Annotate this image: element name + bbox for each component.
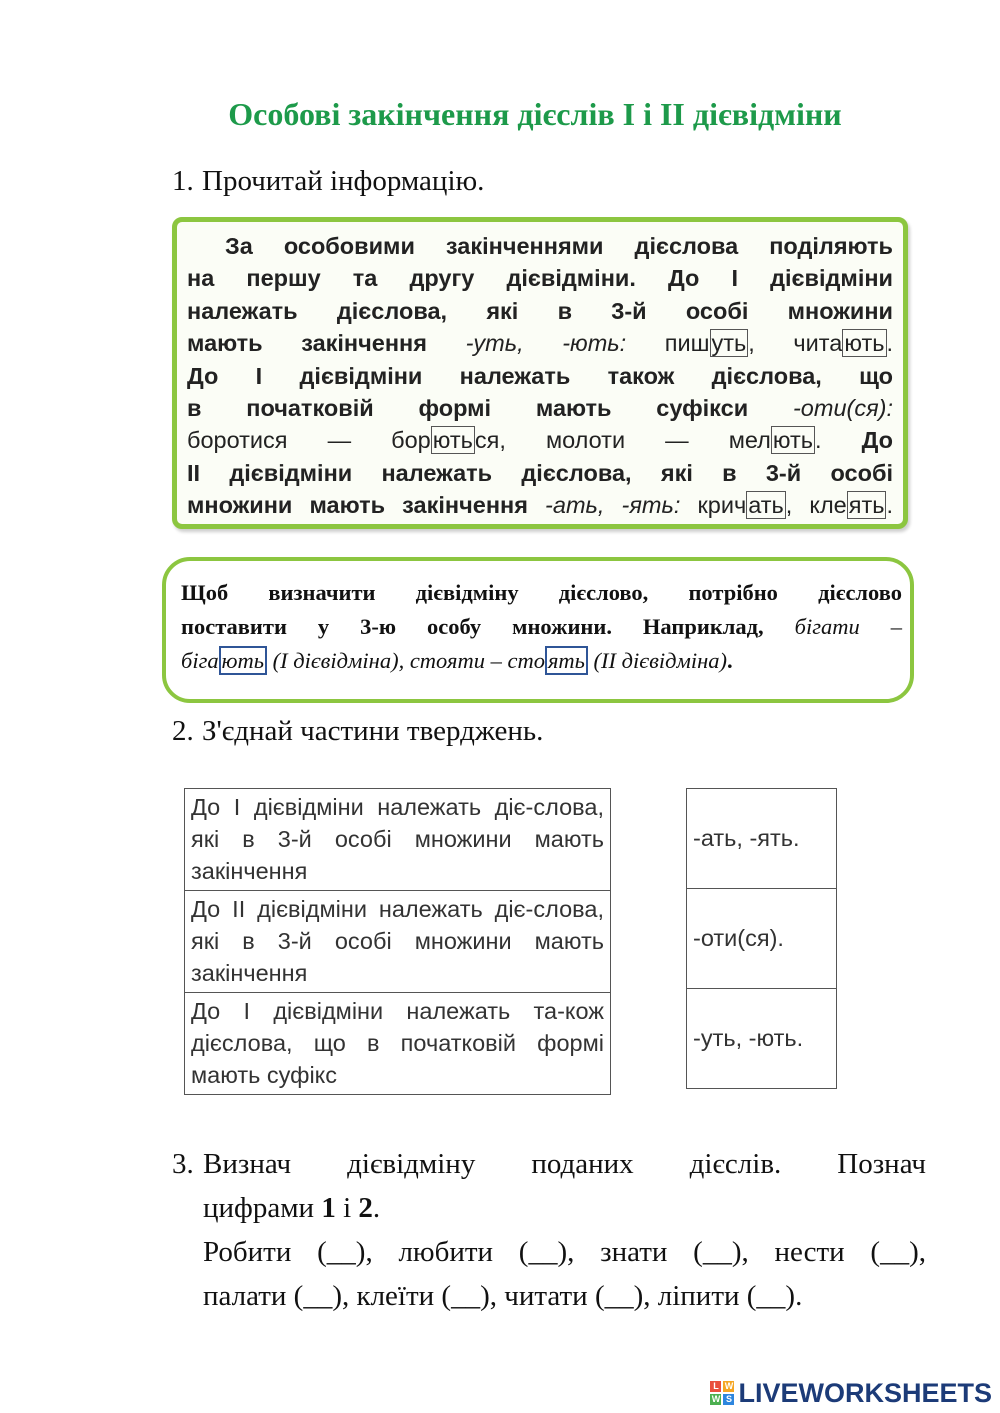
match-left-cell[interactable]: До ІІ дієвідміни належать діє-слова, які в 3-й особі множини мають закінчення <box>185 891 611 993</box>
match-left-cell[interactable]: До І дієвідміни належать та-кож дієслова, що в початковій формі мають суфікс <box>185 993 611 1095</box>
match-right-table <box>686 788 837 1089</box>
task-text: Прочитай інформацію. <box>202 165 485 197</box>
rule-box <box>162 557 914 703</box>
rule-line: біга ють (І дієвідміна), стояти – сто ять (ІІ дієвідміна). <box>181 648 733 673</box>
match-right-cell[interactable]: -ать, -ять. <box>687 789 837 889</box>
task-number: 2. <box>172 715 194 747</box>
info-line: в початковій формі мають суфікси -оти(ся): <box>187 395 894 422</box>
ending-box: ють <box>772 427 813 454</box>
match-right-cell[interactable]: -уть, -ють. <box>687 989 837 1089</box>
task-3-line: Визнач дієвідміну поданих дієслів. Познач <box>203 1148 926 1180</box>
info-line: мають закінчення -уть, -ють: пишуть, читають. <box>187 330 894 357</box>
info-box <box>172 217 908 529</box>
match-right-cell[interactable]: -оти(ся). <box>687 889 837 989</box>
page-title: Особові закінчення дієслів І і ІІ дієвідміни <box>228 96 842 132</box>
task-2-heading <box>172 715 543 748</box>
ending-box: ять <box>848 492 885 519</box>
ending-box: ють <box>432 427 473 454</box>
info-line: До І дієвідміни належать також дієслова, що <box>187 362 893 389</box>
ending-highlight: ять <box>545 646 588 675</box>
info-line: ІІ дієвідміни належать дієслова, які в 3-й особі <box>187 459 893 486</box>
task-1-heading <box>172 165 484 198</box>
info-line: множини мають закінчення -ать, -ять: кричать, клеять. <box>187 492 894 519</box>
match-left-cell[interactable]: До І дієвідміни належать діє-слова, які в 3-й особі множини мають закінчення <box>185 789 611 891</box>
ending-box: уть <box>711 330 747 357</box>
rule-line: поставити у 3-ю особу множини. Наприклад, бігати – <box>181 614 902 639</box>
ending-box: ать <box>748 492 784 519</box>
task-number: 3. <box>172 1148 194 1180</box>
logo-icon: L W W S <box>711 1381 734 1404</box>
info-line: на першу та другу дієвідміни. До І дієвідміни <box>187 265 893 292</box>
verb-list-line: Робити (__), любити (__), знати (__), нести (__), <box>203 1236 926 1268</box>
info-line: належать дієслова, які в 3-й особі множини <box>187 297 893 324</box>
ending-box: ють <box>844 330 885 357</box>
ending-highlight: ють <box>219 646 267 675</box>
task-3 <box>172 1142 926 1318</box>
info-line: За особовими закінченнями дієслова поділяють <box>225 233 893 259</box>
task-number: 1. <box>172 165 194 197</box>
logo-text: LIVEWORKSHEETS <box>738 1377 992 1408</box>
task-3-line: цифрами 1 і 2. <box>203 1192 381 1224</box>
info-line: боротися — борються, молоти — мелють. До <box>187 427 893 454</box>
verb-list-line: палати (__), клеїти (__), читати (__), ліпити (__). <box>203 1280 803 1312</box>
match-left-table <box>184 788 611 1095</box>
liveworksheets-logo <box>710 1378 992 1408</box>
rule-line: Щоб визначити дієвідміну дієслово, потрібно дієслово <box>181 580 902 605</box>
task-text: З'єднай частини тверджень. <box>202 715 544 747</box>
